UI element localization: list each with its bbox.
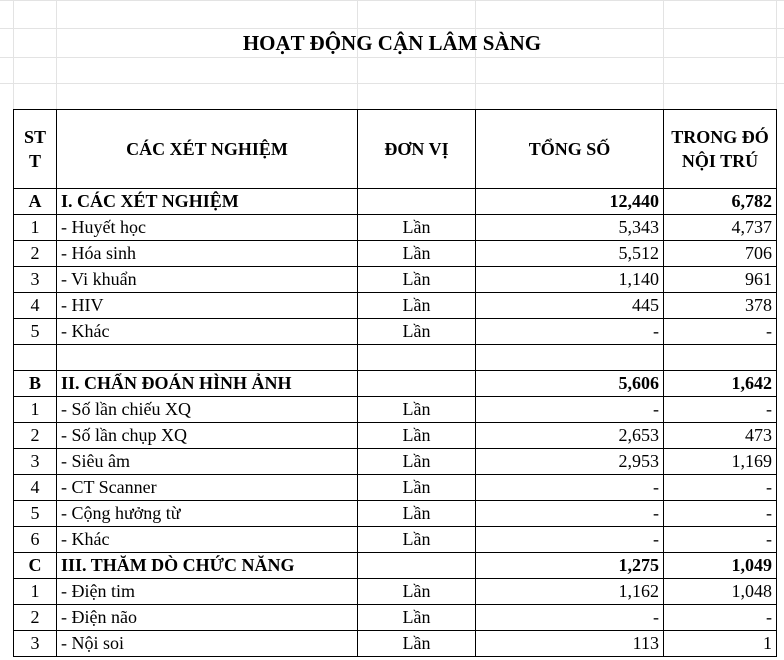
table-row (14, 215, 777, 241)
header-inpatient[interactable]: TRONG ĐÓ NỘI TRÚ (664, 110, 777, 189)
cell-inpatient[interactable]: 1,642 (664, 371, 777, 397)
sheet-gridline (0, 57, 784, 58)
cell-unit[interactable]: Lần (358, 267, 476, 293)
cell-inpatient[interactable]: - (664, 475, 777, 501)
cell-stt[interactable]: 2 (14, 241, 57, 267)
section-row (14, 553, 777, 579)
cell-total[interactable]: 2,653 (476, 423, 664, 449)
table-row (14, 449, 777, 475)
cell-inpatient[interactable]: - (664, 605, 777, 631)
cell-name[interactable]: II. CHẨN ĐOÁN HÌNH ẢNH (57, 371, 358, 397)
cell-total[interactable]: - (476, 397, 664, 423)
cell-inpatient[interactable]: 1,048 (664, 579, 777, 605)
cell-inpatient[interactable]: 378 (664, 293, 777, 319)
cell-inpatient[interactable]: 4,737 (664, 215, 777, 241)
cell-total[interactable]: 113 (476, 631, 664, 657)
cell-name[interactable]: - Cộng hưởng từ (57, 501, 358, 527)
cell-unit[interactable]: Lần (358, 579, 476, 605)
cell-inpatient[interactable]: 1 (664, 631, 777, 657)
header-stt[interactable]: ST T (14, 110, 57, 189)
cell-unit[interactable]: Lần (358, 501, 476, 527)
cell-unit[interactable]: Lần (358, 293, 476, 319)
sheet-gridline (0, 0, 784, 1)
table-row (14, 527, 777, 553)
cell-name[interactable]: - Điện não (57, 605, 358, 631)
cell-unit[interactable] (358, 345, 476, 371)
cell-stt[interactable]: C (14, 553, 57, 579)
header-total[interactable]: TỔNG SỐ (476, 110, 664, 189)
cell-unit[interactable]: Lần (358, 449, 476, 475)
cell-unit[interactable]: Lần (358, 215, 476, 241)
section-row (14, 189, 777, 215)
cell-name[interactable]: - CT Scanner (57, 475, 358, 501)
cell-inpatient[interactable]: - (664, 319, 777, 345)
cell-unit[interactable] (358, 189, 476, 215)
table-row (14, 631, 777, 657)
cell-inpatient[interactable] (664, 345, 777, 371)
cell-inpatient[interactable]: 706 (664, 241, 777, 267)
cell-total[interactable]: - (476, 501, 664, 527)
cell-total[interactable] (476, 345, 664, 371)
cell-name[interactable]: III. THĂM DÒ CHỨC NĂNG (57, 553, 358, 579)
table-row (14, 319, 777, 345)
cell-total[interactable]: - (476, 319, 664, 345)
table-row (14, 241, 777, 267)
cell-unit[interactable] (358, 553, 476, 579)
cell-stt[interactable]: B (14, 371, 57, 397)
cell-total[interactable]: - (476, 475, 664, 501)
cell-stt[interactable]: 6 (14, 527, 57, 553)
cell-unit[interactable]: Lần (358, 631, 476, 657)
cell-name[interactable]: - Huyết học (57, 215, 358, 241)
cell-unit[interactable]: Lần (358, 423, 476, 449)
cell-inpatient[interactable]: - (664, 501, 777, 527)
cell-unit[interactable]: Lần (358, 397, 476, 423)
cell-total[interactable]: 1,275 (476, 553, 664, 579)
cell-unit[interactable]: Lần (358, 241, 476, 267)
cell-total[interactable]: 1,162 (476, 579, 664, 605)
cell-stt[interactable]: 5 (14, 319, 57, 345)
table-row (14, 423, 777, 449)
header-name[interactable]: CÁC XÉT NGHIỆM (57, 110, 358, 189)
table-header-row (14, 110, 777, 189)
cell-total[interactable]: 5,343 (476, 215, 664, 241)
table-row (14, 267, 777, 293)
cell-name[interactable]: - Khác (57, 319, 358, 345)
cell-name[interactable]: - Số lần chiếu XQ (57, 397, 358, 423)
cell-unit[interactable]: Lần (358, 319, 476, 345)
table-row (14, 605, 777, 631)
table-row (14, 293, 777, 319)
cell-total[interactable]: 5,512 (476, 241, 664, 267)
cell-stt[interactable]: 3 (14, 267, 57, 293)
table-row (14, 579, 777, 605)
table-body (14, 189, 777, 657)
lab-activity-table (13, 109, 777, 657)
cell-stt[interactable]: 2 (14, 423, 57, 449)
cell-stt[interactable]: 4 (14, 475, 57, 501)
cell-inpatient[interactable]: 6,782 (664, 189, 777, 215)
cell-name[interactable]: - Số lần chụp XQ (57, 423, 358, 449)
cell-inpatient[interactable]: 1,049 (664, 553, 777, 579)
cell-stt[interactable]: 1 (14, 215, 57, 241)
cell-stt[interactable]: 1 (14, 579, 57, 605)
section-row (14, 371, 777, 397)
cell-total[interactable]: - (476, 527, 664, 553)
table-row (14, 501, 777, 527)
cell-inpatient[interactable]: - (664, 397, 777, 423)
cell-inpatient[interactable]: 961 (664, 267, 777, 293)
cell-unit[interactable]: Lần (358, 605, 476, 631)
cell-total[interactable]: - (476, 605, 664, 631)
cell-name[interactable]: I. CÁC XÉT NGHIỆM (57, 189, 358, 215)
cell-unit[interactable]: Lần (358, 527, 476, 553)
cell-inpatient[interactable]: - (664, 527, 777, 553)
cell-name[interactable]: - Điện tim (57, 579, 358, 605)
cell-name[interactable] (57, 345, 358, 371)
cell-name[interactable]: - Nội soi (57, 631, 358, 657)
cell-name[interactable]: - Siêu âm (57, 449, 358, 475)
cell-name[interactable]: - Vi khuẩn (57, 267, 358, 293)
cell-total[interactable]: 445 (476, 293, 664, 319)
cell-name[interactable]: - Hóa sinh (57, 241, 358, 267)
cell-stt[interactable]: 1 (14, 397, 57, 423)
cell-unit[interactable]: Lần (358, 475, 476, 501)
cell-unit[interactable] (358, 371, 476, 397)
cell-stt[interactable]: 5 (14, 501, 57, 527)
cell-total[interactable]: 5,606 (476, 371, 664, 397)
cell-stt[interactable]: 3 (14, 631, 57, 657)
cell-stt[interactable]: 2 (14, 605, 57, 631)
sheet-gridline (0, 83, 784, 84)
cell-stt[interactable]: 3 (14, 449, 57, 475)
table-row (14, 397, 777, 423)
cell-total[interactable]: 12,440 (476, 189, 664, 215)
cell-stt[interactable] (14, 345, 57, 371)
cell-total[interactable]: 1,140 (476, 267, 664, 293)
cell-stt[interactable]: A (14, 189, 57, 215)
blank-row (14, 345, 777, 371)
sheet-title: HOẠT ĐỘNG CẬN LÂM SÀNG (242, 31, 542, 55)
cell-inpatient[interactable]: 1,169 (664, 449, 777, 475)
cell-total[interactable]: 2,953 (476, 449, 664, 475)
cell-name[interactable]: - Khác (57, 527, 358, 553)
cell-name[interactable]: - HIV (57, 293, 358, 319)
table-row (14, 475, 777, 501)
header-unit[interactable]: ĐƠN VỊ (358, 110, 476, 189)
cell-stt[interactable]: 4 (14, 293, 57, 319)
cell-inpatient[interactable]: 473 (664, 423, 777, 449)
